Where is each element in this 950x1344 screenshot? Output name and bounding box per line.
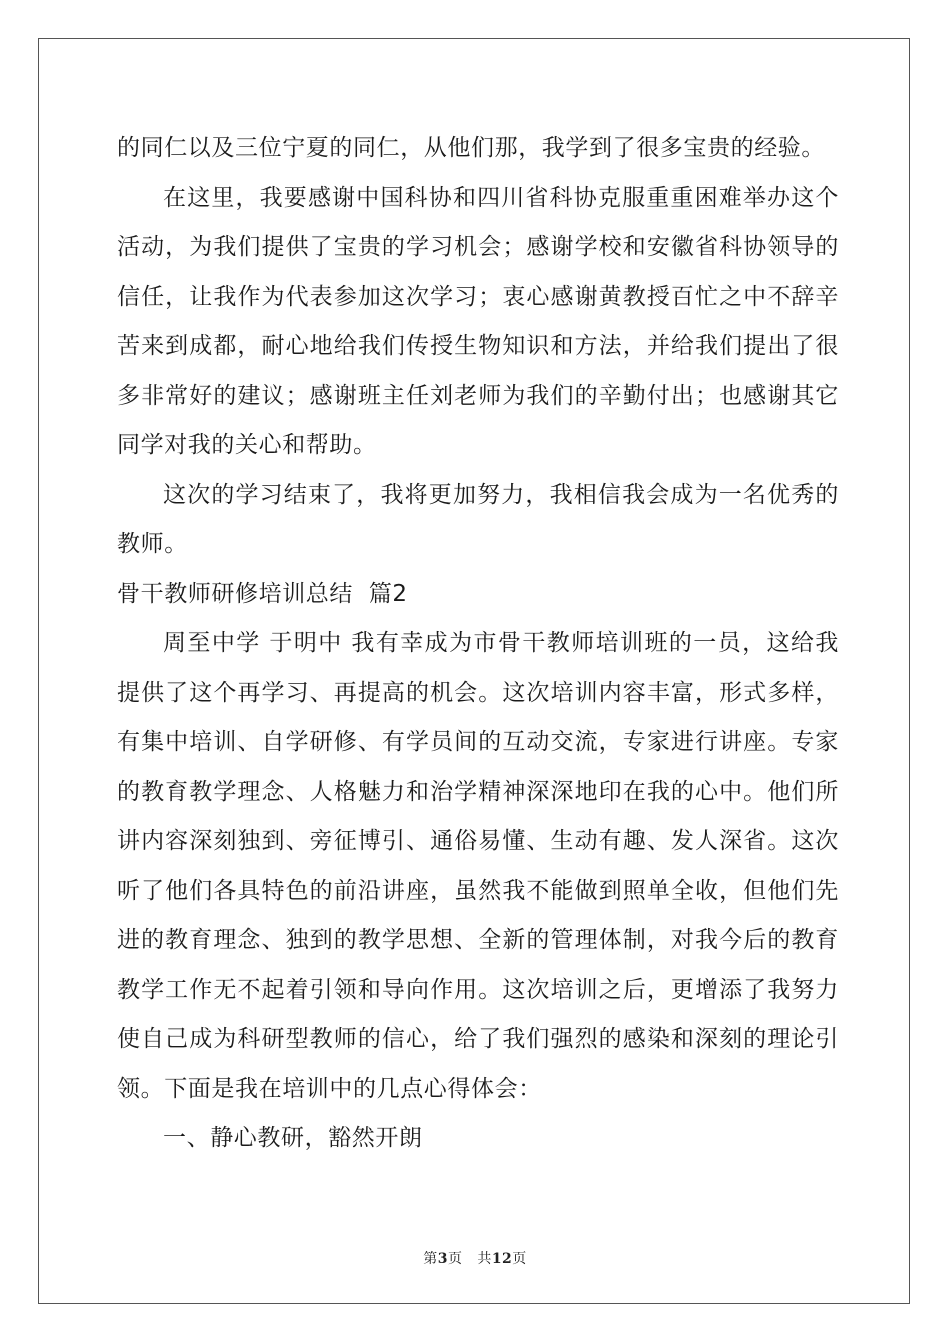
section-paragraph-1: 周至中学 于明中 我有幸成为市骨干教师培训班的一员，这给我提供了这个再学习、再提高的机会。这次培训内容丰富，形式多样，有集中培训、自学研修、有学员间的互动交流，专家进行讲座。专家的教育教学理念、人格魅力和治学精神深深地印在我的心中。他们所讲内容深刻独到、旁征博引、通俗易懂、生动有趣、发人深省。这次听了他们各具特色的前沿讲座，虽然我不能做到照单全收，但他们先进的教育理念、独到的教学思想、全新的管理体制，对我今后的教育教学工作无不起着引领和导向作用。这次培训之后，更增添了我努力使自己成为科研型教师的信心，给了我们强烈的感染和深刻的理论引领。下面是我在培训中的几点心得体会：	[117, 630, 839, 1102]
section-heading: 骨干教师研修培训总结 篇2	[117, 580, 408, 607]
paragraph-1: 的同仁以及三位宁夏的同仁，从他们那，我学到了很多宝贵的经验。	[117, 135, 825, 161]
footer-page-number: 3	[437, 1251, 448, 1267]
footer-total-pages: 12	[491, 1251, 513, 1267]
footer-prefix: 第	[423, 1251, 438, 1267]
document-body	[117, 124, 839, 1164]
footer-total-prefix: 共	[477, 1251, 492, 1267]
footer-page-suffix: 页	[447, 1251, 463, 1267]
section-subheading: 一、静心教研，豁然开朗	[163, 1125, 423, 1151]
footer-total-suffix: 页	[512, 1251, 527, 1267]
paragraph-2: 在这里，我要感谢中国科协和四川省科协克服重重困难举办这个活动，为我们提供了宝贵的学习机会；感谢学校和安徽省科协领导的信任，让我作为代表参加这次学习；衷心感谢黄教授百忙之中不辞辛苦来到成都，耐心地给我们传授生物知识和方法，并给我们提出了很多非常好的建议；感谢班主任刘老师为我们的辛勤付出；也感谢其它同学对我的关心和帮助。	[117, 184, 839, 458]
paragraph-3: 这次的学习结束了，我将更加努力，我相信我会成为一名优秀的教师。	[117, 481, 839, 557]
page-footer	[0, 1248, 950, 1268]
